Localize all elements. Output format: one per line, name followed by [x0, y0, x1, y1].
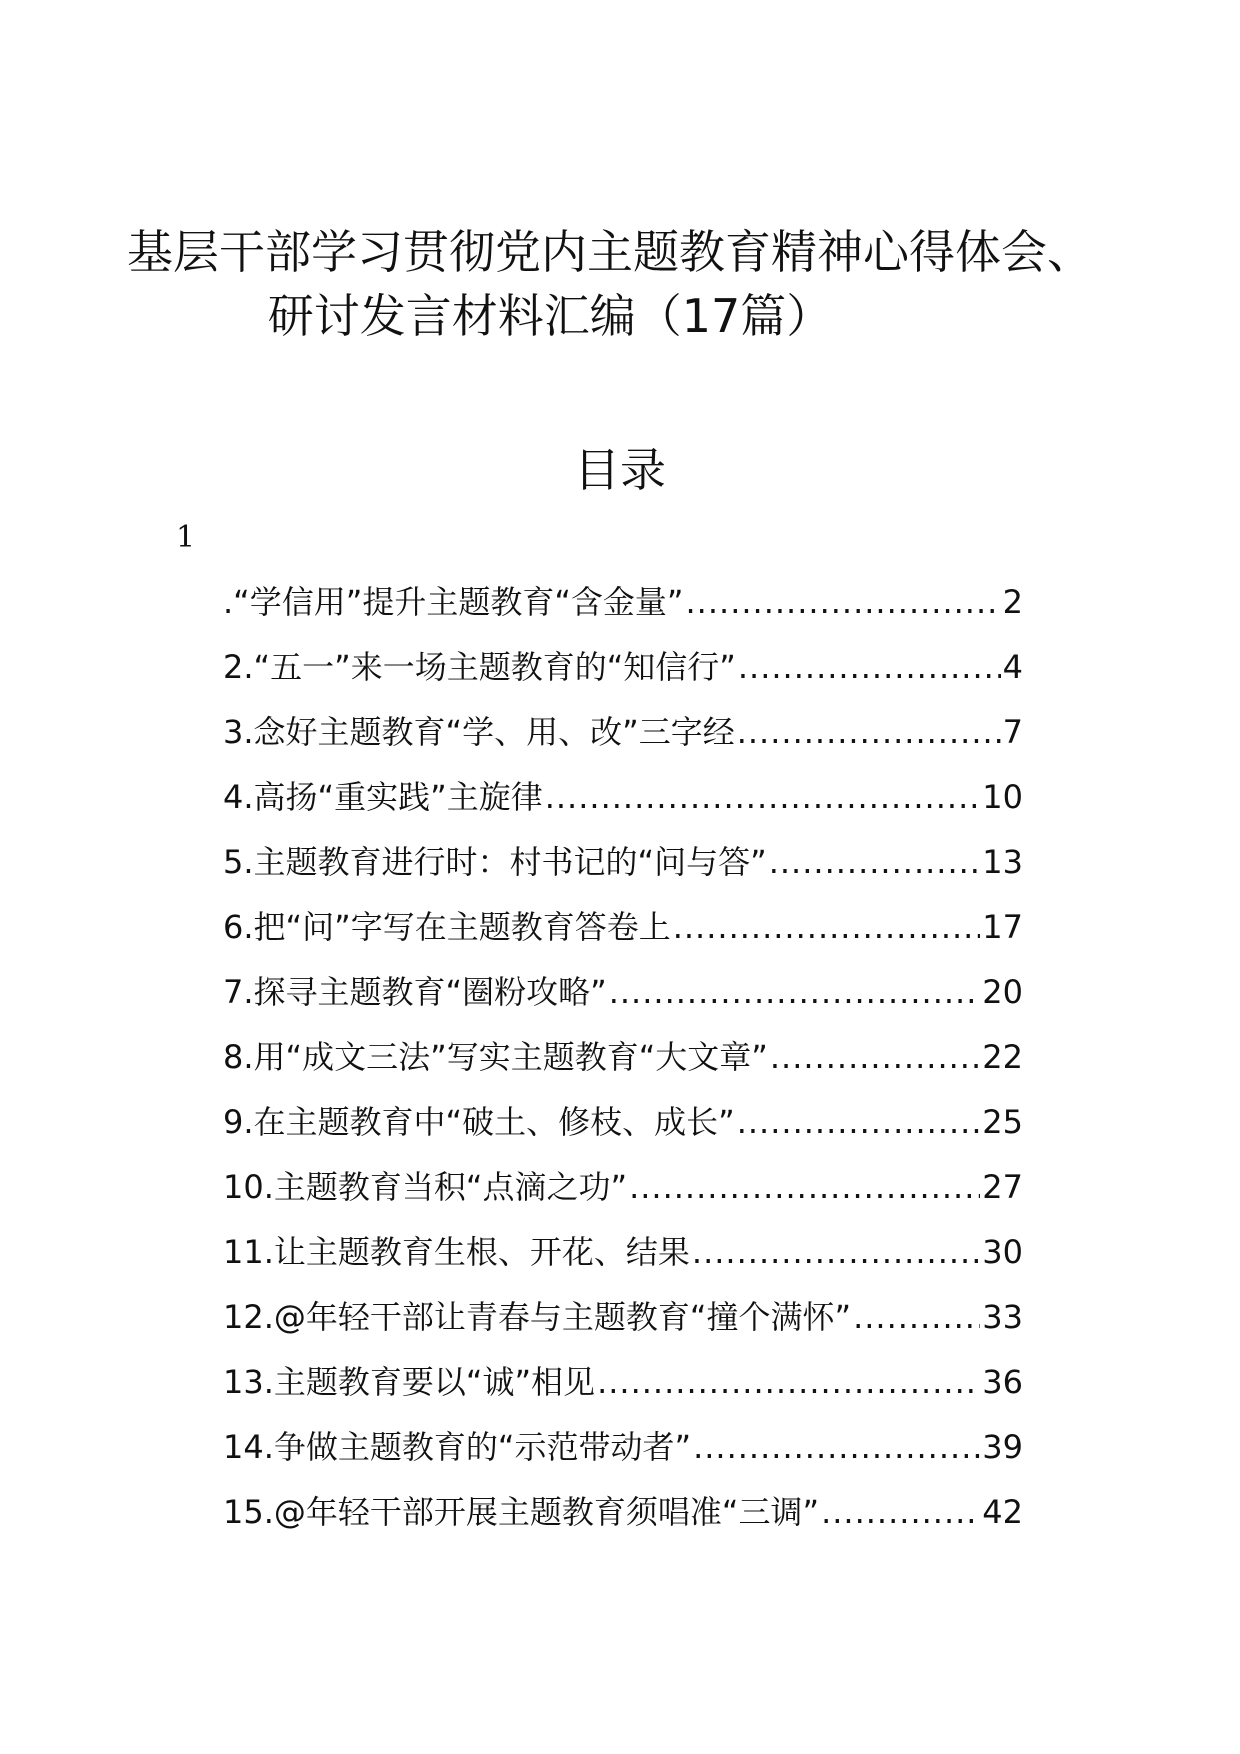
toc-entry-title: 2.“五一”来一场主题教育的“知信行”	[223, 648, 736, 686]
toc-entry-title: 13.主题教育要以“诚”相见	[223, 1363, 596, 1401]
toc-entry[interactable]	[223, 966, 1023, 1031]
toc-entry[interactable]	[223, 1421, 1023, 1486]
toc-leader-dots	[609, 966, 981, 1018]
toc-leader-dots	[673, 901, 981, 953]
toc-leader-dots	[770, 1031, 980, 1083]
toc-leader-dots	[597, 1356, 980, 1408]
toc-entry-title: 9.在主题教育中“破土、修枝、成长”	[223, 1103, 735, 1141]
toc-entry-title: 11.让主题教育生根、开花、结果	[223, 1233, 690, 1271]
document-title-line1: 基层干部学习贯彻党内主题教育精神心得体会、	[127, 225, 1093, 279]
toc-entry-title: 3.念好主题教育“学、用、改”三字经	[223, 713, 735, 751]
toc-entry[interactable]	[223, 1161, 1023, 1226]
toc-entry-page: 10	[982, 778, 1023, 816]
toc-entry-title: 15.@年轻干部开展主题教育须唱准“三调”	[223, 1493, 820, 1531]
toc-entry[interactable]	[223, 706, 1023, 771]
toc-entry[interactable]	[223, 576, 1023, 641]
table-of-contents	[223, 576, 1023, 1551]
toc-entry-title: 7.探寻主题教育“圈粉攻略”	[223, 973, 607, 1011]
toc-entry-page: 22	[982, 1038, 1023, 1076]
toc-entry-page: 33	[982, 1298, 1023, 1336]
toc-entry-page: 4	[1002, 648, 1023, 686]
toc-entry-page: 30	[982, 1233, 1023, 1271]
toc-entry-title: 14.争做主题教育的“示范带动者”	[223, 1428, 692, 1466]
toc-entry-page: 17	[982, 908, 1023, 946]
toc-entry-title: 10.主题教育当积“点滴之功”	[223, 1168, 628, 1206]
toc-leader-dots	[686, 576, 1001, 628]
toc-entry-page: 42	[982, 1493, 1023, 1531]
toc-entry-page: 13	[982, 843, 1023, 881]
toc-entry[interactable]	[223, 1486, 1023, 1551]
toc-entry-title: .“学信用”提升主题教育“含金量”	[223, 583, 684, 621]
toc-entry-title: 4.高扬“重实践”主旋律	[223, 778, 543, 816]
document-title-line2: 研讨发言材料汇编（17篇）	[267, 289, 833, 343]
toc-entry[interactable]	[223, 1031, 1023, 1096]
toc-entry-page: 25	[982, 1103, 1023, 1141]
toc-leader-dots	[769, 836, 981, 888]
toc-entry[interactable]	[223, 901, 1023, 966]
toc-leader-dots	[692, 1226, 980, 1278]
toc-entry[interactable]	[223, 1356, 1023, 1421]
toc-leader-dots	[738, 641, 1001, 693]
toc-entry-page: 7	[1002, 713, 1023, 751]
toc-leader-dots	[629, 1161, 980, 1213]
toc-entry-page: 39	[982, 1428, 1023, 1466]
toc-entry-page: 27	[982, 1168, 1023, 1206]
toc-leader-dots	[545, 771, 981, 823]
toc-leader-dots	[737, 706, 1001, 758]
toc-leader-dots	[737, 1096, 981, 1148]
toc-leader-dots	[821, 1486, 980, 1538]
toc-entry[interactable]	[223, 1096, 1023, 1161]
toc-entry-title: 5.主题教育进行时：村书记的“问与答”	[223, 843, 767, 881]
toc-entry[interactable]	[223, 641, 1023, 706]
toc-leader-dots	[693, 1421, 980, 1473]
toc-entry-title: 8.用“成文三法”写实主题教育“大文章”	[223, 1038, 768, 1076]
toc-leader-dots	[853, 1291, 980, 1343]
toc-entry-page: 2	[1002, 583, 1023, 621]
toc-entry[interactable]	[223, 836, 1023, 901]
page-marker: 1	[176, 520, 196, 555]
toc-entry-page: 20	[982, 973, 1023, 1011]
toc-entry-title: 12.@年轻干部让青春与主题教育“撞个满怀”	[223, 1298, 852, 1336]
toc-entry[interactable]	[223, 771, 1023, 836]
toc-entry-title: 6.把“问”字写在主题教育答卷上	[223, 908, 671, 946]
toc-entry[interactable]	[223, 1226, 1023, 1291]
toc-heading: 目录	[574, 443, 666, 497]
toc-entry-page: 36	[982, 1363, 1023, 1401]
toc-entry[interactable]	[223, 1291, 1023, 1356]
